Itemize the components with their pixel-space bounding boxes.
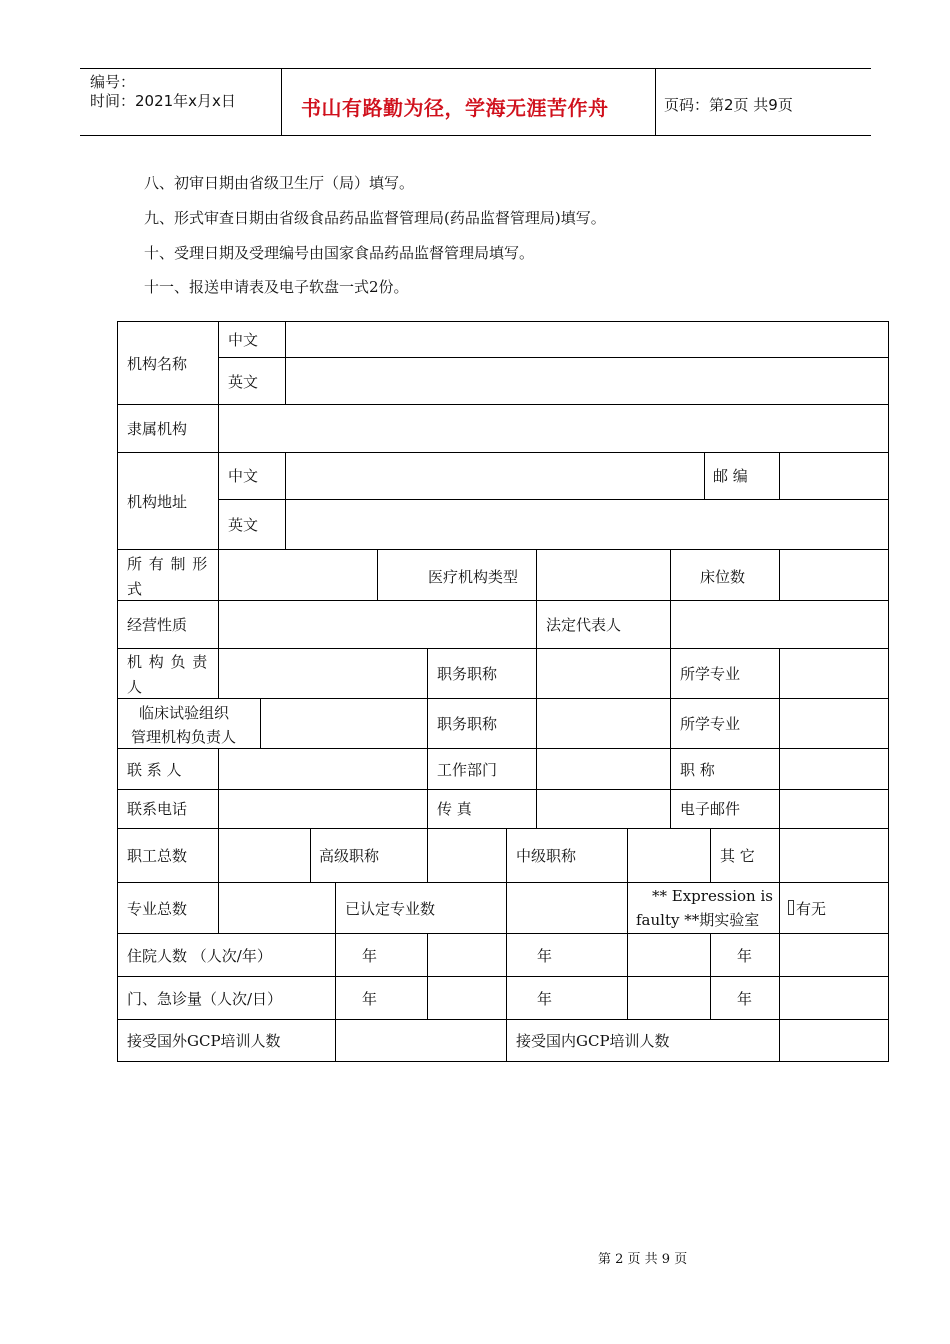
- table-rule: [506, 933, 507, 1061]
- gcp-foreign-label: 接受国外GCP培训人数: [127, 1032, 281, 1050]
- table-rule: [427, 828, 428, 882]
- year-label: 年: [537, 990, 553, 1008]
- table-rule: [117, 1019, 889, 1020]
- gcp-domestic-label: 接受国内GCP培训人数: [516, 1032, 670, 1050]
- position-title-label: 职务职称: [437, 715, 498, 733]
- table-rule: [218, 748, 219, 828]
- english-label: 英文: [228, 373, 259, 391]
- spec-total-label: 专业总数: [127, 900, 188, 918]
- other-label: 其 它: [720, 847, 755, 865]
- table-rule: [218, 600, 219, 648]
- certified-spec-label: 已认定专业数: [345, 900, 436, 918]
- fax-label: 传 真: [437, 800, 472, 818]
- table-rule: [506, 882, 507, 933]
- checkbox-icon[interactable]: [788, 900, 794, 915]
- phone-label: 联系电话: [127, 800, 188, 818]
- staff-total-label: 职工总数: [127, 847, 188, 865]
- table-rule: [779, 933, 780, 1061]
- table-border: [117, 1061, 889, 1062]
- table-rule: [427, 789, 428, 828]
- header-divider: [655, 68, 656, 136]
- instruction-item: 十一、报送申请表及电子软盘一式2份。: [144, 278, 409, 296]
- table-rule: [218, 404, 219, 452]
- med-type-label: 医疗机构类型: [428, 568, 519, 586]
- email-label: 电子邮件: [680, 800, 741, 818]
- table-rule: [218, 499, 889, 500]
- contact-label: 联 系 人: [127, 761, 182, 779]
- page-footer: 第 2 页 共 9 页: [598, 1252, 688, 1267]
- table-rule: [427, 933, 428, 1019]
- table-rule: [218, 357, 889, 358]
- ownership-label-cont: 式: [127, 580, 143, 598]
- table-rule: [285, 321, 286, 404]
- outpatients-label: 门、急诊量（人次/日）: [127, 990, 283, 1008]
- table-rule: [779, 549, 780, 600]
- table-rule: [117, 828, 889, 829]
- chinese-label: 中文: [228, 331, 259, 349]
- trial-head-label: 临床试验组织: [139, 704, 230, 722]
- time-label: 时间：2021年x月x日: [90, 92, 236, 110]
- table-rule: [117, 976, 889, 977]
- major-label: 所学专业: [680, 665, 741, 683]
- org-name-label: 机构名称: [127, 355, 188, 373]
- table-rule: [117, 648, 889, 649]
- table-rule: [335, 882, 336, 933]
- year-label: 年: [737, 990, 753, 1008]
- table-rule: [117, 600, 889, 601]
- table-rule: [117, 933, 889, 934]
- chinese-label: 中文: [228, 467, 259, 485]
- table-rule: [627, 828, 628, 882]
- table-rule: [218, 549, 219, 600]
- number-label: 编号：: [90, 73, 136, 91]
- table-rule: [670, 549, 671, 600]
- table-rule: [218, 828, 219, 882]
- org-address-label: 机构地址: [127, 493, 188, 511]
- mid-title-label: 中级职称: [516, 847, 577, 865]
- year-label: 年: [362, 990, 378, 1008]
- table-rule: [218, 882, 219, 933]
- instruction-item: 九、形式审查日期由省级食品药品监督管理局(药品监督管理局)填写。: [144, 209, 606, 227]
- table-rule: [117, 549, 889, 550]
- english-label: 英文: [228, 516, 259, 534]
- table-rule: [117, 882, 889, 883]
- header-top-rule: [80, 68, 871, 69]
- table-rule: [377, 549, 378, 600]
- table-rule: [335, 933, 336, 1061]
- inpatients-label: 住院人数 （人次/年）: [127, 947, 272, 965]
- position-title-label: 职务职称: [437, 665, 498, 683]
- beds-label: 床位数: [700, 568, 746, 586]
- table-rule: [779, 882, 780, 933]
- header-divider: [281, 68, 282, 136]
- legal-rep-label: 法定代表人: [546, 616, 622, 634]
- table-rule: [117, 748, 889, 749]
- table-rule: [710, 933, 711, 1019]
- trial-head-label-cont: 管理机构负责人: [131, 728, 237, 746]
- year-label: 年: [537, 947, 553, 965]
- table-rule: [218, 648, 219, 698]
- table-rule: [310, 828, 311, 882]
- senior-title-label: 高级职称: [319, 847, 380, 865]
- business-nature-label: 经营性质: [127, 616, 188, 634]
- expression-error-text: ** Expression is: [652, 887, 773, 905]
- table-rule: [627, 933, 628, 1019]
- motto: 书山有路勤为径，学海无涯苦作舟: [301, 96, 609, 120]
- table-border: [117, 321, 118, 1062]
- header-bottom-rule: [80, 135, 871, 136]
- table-rule: [779, 648, 780, 828]
- table-rule: [536, 600, 537, 648]
- table-rule: [117, 404, 889, 405]
- table-border: [888, 321, 889, 1062]
- table-rule: [285, 452, 286, 549]
- table-rule: [506, 828, 507, 882]
- major-label: 所学专业: [680, 715, 741, 733]
- table-rule: [670, 600, 671, 648]
- head-label-cont: 人: [127, 678, 143, 696]
- has-none-label: 有无: [788, 899, 826, 919]
- table-rule: [218, 321, 219, 404]
- ownership-label: 所 有 制 形: [127, 555, 209, 573]
- table-rule: [704, 452, 705, 499]
- table-rule: [779, 828, 780, 882]
- postcode-label: 邮 编: [713, 467, 748, 485]
- table-rule: [627, 882, 628, 933]
- table-rule: [218, 452, 219, 549]
- table-rule: [260, 698, 261, 748]
- year-label: 年: [737, 947, 753, 965]
- page-label: 页码：第2页 共9页: [664, 96, 793, 114]
- table-rule: [536, 549, 537, 600]
- affiliated-label: 隶属机构: [127, 420, 188, 438]
- expression-error-text-cont: faulty **期实验室: [636, 911, 760, 929]
- table-rule: [117, 789, 889, 790]
- table-rule: [536, 648, 537, 828]
- table-rule: [117, 452, 889, 453]
- department-label: 工作部门: [437, 761, 498, 779]
- head-label: 机 构 负 责: [127, 653, 209, 671]
- table-rule: [670, 648, 671, 828]
- table-rule: [427, 648, 428, 789]
- instruction-item: 八、初审日期由省级卫生厅（局）填写。: [144, 174, 415, 192]
- instruction-item: 十、受理日期及受理编号由国家食品药品监督管理局填写。: [144, 244, 535, 262]
- table-rule: [117, 698, 889, 699]
- title-label: 职 称: [680, 761, 715, 779]
- table-border: [117, 321, 889, 322]
- year-label: 年: [362, 947, 378, 965]
- table-rule: [779, 452, 780, 499]
- table-rule: [710, 828, 711, 882]
